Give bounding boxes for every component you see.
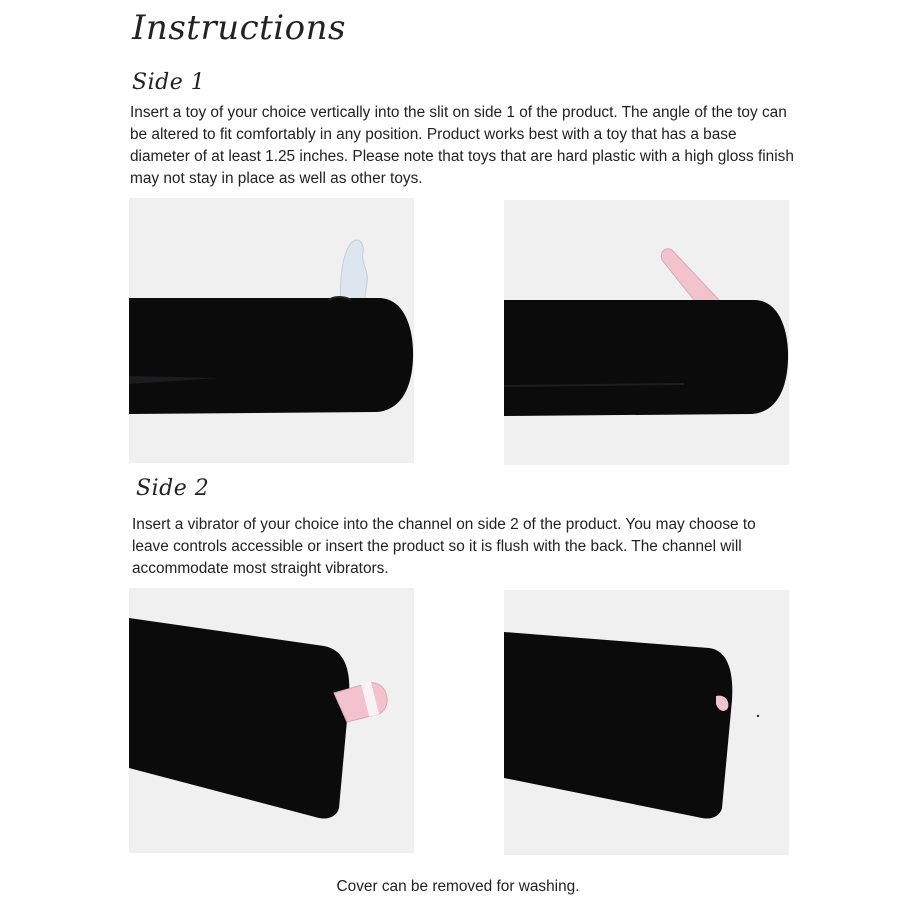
side1-instructions: Insert a toy of your choice vertically into the slit on side 1 of the product. The angle of the toy can be altered to fit comfortably in any position. Product works best with a toy that has a base diameter of at least 1.25 inches. Please note that toys that are hard plastic with a high gloss finish may not stay in place as well as other toys. [130, 104, 794, 187]
side2-vibrator-photo [129, 588, 414, 853]
side1-heading: Side 1 [132, 70, 206, 95]
side2-heading: Side 2 [136, 476, 210, 501]
side2-flush-photo [504, 590, 789, 855]
page-title: Instructions [132, 8, 346, 48]
side2-instructions: Insert a vibrator of your choice into the channel on side 2 of the product. You may choose to leave controls accessible or insert the product so it is flush with the back. The channel will accommodate most straight vibrators. [132, 516, 756, 577]
side1-pink-toy-photo [504, 200, 789, 465]
side1-blue-toy-photo [129, 198, 414, 463]
footer-note: Cover can be removed for washing. [336, 878, 580, 895]
